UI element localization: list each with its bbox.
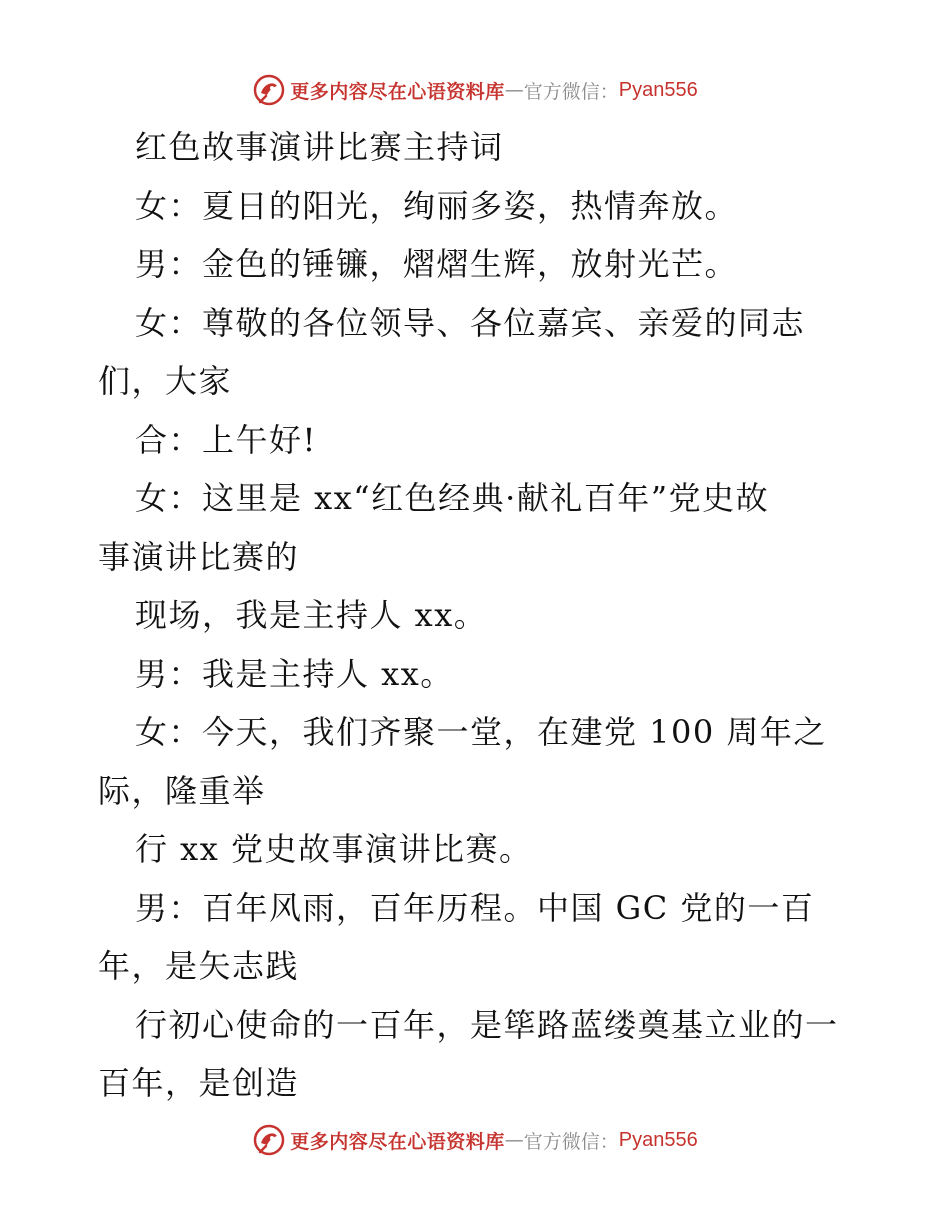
header-wechat-label: 官方微信： (523, 80, 619, 103)
document-body (98, 118, 858, 1113)
paragraph-line: 现场，我是主持人 xx。 (135, 596, 488, 634)
header-watermark-banner (0, 70, 950, 110)
paragraph-line: 女：夏日的阳光，绚丽多姿，热情奔放。 (135, 186, 739, 225)
paragraph-line: 女：这里是 xx“红色经典·献礼百年”党史故 (135, 479, 770, 517)
paragraph-line: 男：我是主持人 xx。 (135, 654, 454, 693)
document-title: 红色故事演讲比赛主持词 (135, 128, 504, 166)
paragraph-line: 们，大家 (98, 362, 233, 400)
paragraph-line: 事演讲比赛的 (98, 537, 300, 576)
paragraph-line: 女：今天，我们齐聚一堂，在建党 100 周年之 (135, 713, 827, 751)
paragraph-line: 男：金色的锤镰，熠熠生辉，放射光芒。 (135, 245, 739, 283)
footer-watermark-banner (0, 1120, 950, 1160)
header-watermark-text: 更多内容尽在心语资料库 (290, 80, 505, 103)
footer-wechat-id: Pyan556 (618, 1128, 698, 1151)
footer-watermark-dash: — (504, 1129, 524, 1151)
rose-pen-logo-icon (252, 73, 286, 107)
paragraph-line: 际，隆重举 (98, 771, 266, 810)
paragraph-line: 合：上午好! (135, 420, 317, 459)
header-wechat-id: Pyan556 (618, 78, 698, 101)
rose-pen-logo-icon (252, 1123, 286, 1157)
paragraph-line: 女：尊敬的各位领导、各位嘉宾、亲爱的同志 (135, 303, 806, 342)
paragraph-line: 行 xx 党史故事演讲比赛。 (135, 830, 533, 868)
footer-wechat-label: 官方微信： (523, 1130, 619, 1153)
header-watermark-dash: — (504, 79, 524, 101)
footer-watermark-text: 更多内容尽在心语资料库 (290, 1130, 505, 1153)
paragraph-line: 行初心使命的一百年，是筚路蓝缕奠基立业的一 (135, 1005, 839, 1044)
paragraph-line: 男：百年风雨，百年历程。中国 GC 党的一百 (135, 888, 815, 927)
paragraph-line: 百年，是创造 (98, 1064, 300, 1102)
paragraph-line: 年，是矢志践 (98, 947, 300, 985)
